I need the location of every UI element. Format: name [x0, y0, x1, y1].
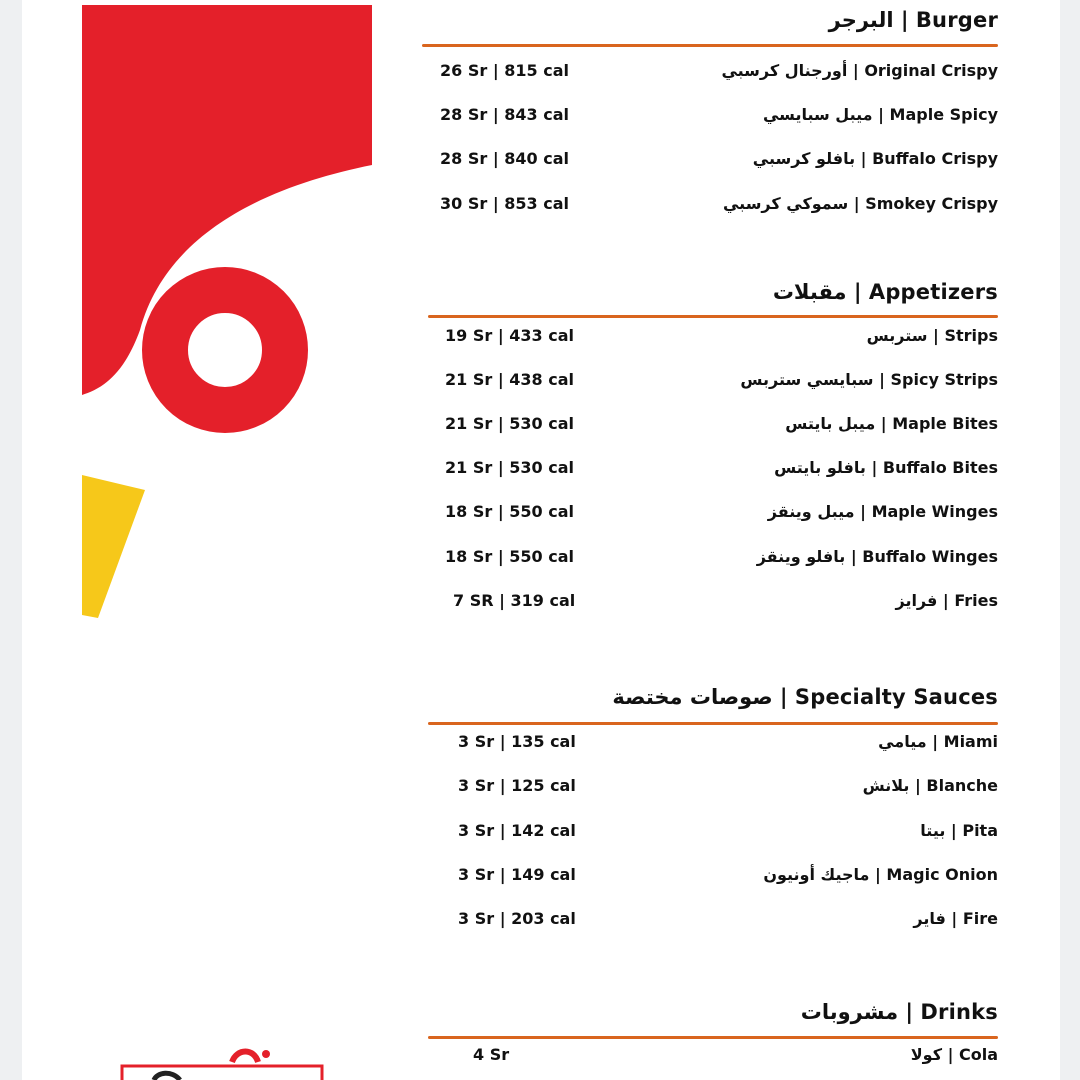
- section-title-appetizers: مقبلات | Appetizers: [772, 280, 998, 304]
- menu-item-price: 3 Sr | 203 cal: [458, 909, 576, 928]
- section-title-drinks: مشروبات | Drinks: [800, 1000, 998, 1024]
- menu-item-price: 21 Sr | 438 cal: [445, 370, 574, 389]
- menu-item-name: كولا | Cola: [910, 1045, 998, 1064]
- section-divider-burger: [422, 44, 998, 47]
- red-comb-shape: [82, 5, 372, 395]
- section-divider-sauces: [428, 722, 998, 725]
- menu-item-price: 3 Sr | 125 cal: [458, 776, 576, 795]
- menu-item-price: 19 Sr | 433 cal: [445, 326, 574, 345]
- menu-item-name: ميبل بايتس | Maple Bites: [785, 414, 998, 433]
- menu-item-price: 3 Sr | 135 cal: [458, 732, 576, 751]
- menu-item-name: بيتا | Pita: [920, 821, 998, 840]
- menu-item-name: فاير | Fire: [913, 909, 998, 928]
- menu-item-name: ماجيك أونيون | Magic Onion: [763, 865, 998, 884]
- menu-item-name: فرايز | Fries: [895, 591, 998, 610]
- menu-item-price: 3 Sr | 149 cal: [458, 865, 576, 884]
- section-divider-appetizers: [428, 315, 998, 318]
- menu-item-price: 7 SR | 319 cal: [453, 591, 576, 610]
- section-title-burger: البرجر | Burger: [828, 8, 998, 32]
- menu-item-price: 21 Sr | 530 cal: [445, 414, 574, 433]
- menu-item-price: 18 Sr | 550 cal: [445, 547, 574, 566]
- menu-item-price: 28 Sr | 843 cal: [440, 105, 569, 124]
- menu-item-name: ستربس | Strips: [866, 326, 998, 345]
- menu-item-name: بافلو كرسبي | Buffalo Crispy: [752, 149, 998, 168]
- menu-item-name: بلانش | Blanche: [862, 776, 998, 795]
- menu-item-name: سبايسي ستربس | Spicy Strips: [740, 370, 998, 389]
- menu-item-price: 18 Sr | 550 cal: [445, 502, 574, 521]
- yellow-beak-shape: [82, 475, 145, 618]
- menu-item-name: سموكي كرسبي | Smokey Crispy: [722, 194, 998, 213]
- menu-item-name: أورجنال كرسبي | Original Crispy: [721, 61, 998, 80]
- menu-item-price: 26 Sr | 815 cal: [440, 61, 569, 80]
- menu-page: [22, 0, 1060, 1080]
- menu-item-price: 21 Sr | 530 cal: [445, 458, 574, 477]
- bottom-logo-fragment: [122, 1066, 322, 1080]
- menu-item-price: 30 Sr | 853 cal: [440, 194, 569, 213]
- menu-item-name: ميبل سبايسي | Maple Spicy: [762, 105, 998, 124]
- section-divider-drinks: [428, 1036, 998, 1039]
- menu-item-name: بافلو وينقز | Buffalo Winges: [756, 547, 998, 566]
- menu-item-price: 28 Sr | 840 cal: [440, 149, 569, 168]
- red-ring-shape: [165, 290, 285, 410]
- section-title-sauces: صوصات مختصة | Specialty Sauces: [612, 685, 998, 709]
- menu-item-price: 4 Sr: [473, 1045, 510, 1064]
- menu-item-price: 3 Sr | 142 cal: [458, 821, 576, 840]
- menu-item-name: ميبل وينقز | Maple Winges: [767, 502, 998, 521]
- menu-item-name: بافلو بايتس | Buffalo Bites: [774, 458, 998, 477]
- menu-item-name: ميامي | Miami: [878, 732, 998, 751]
